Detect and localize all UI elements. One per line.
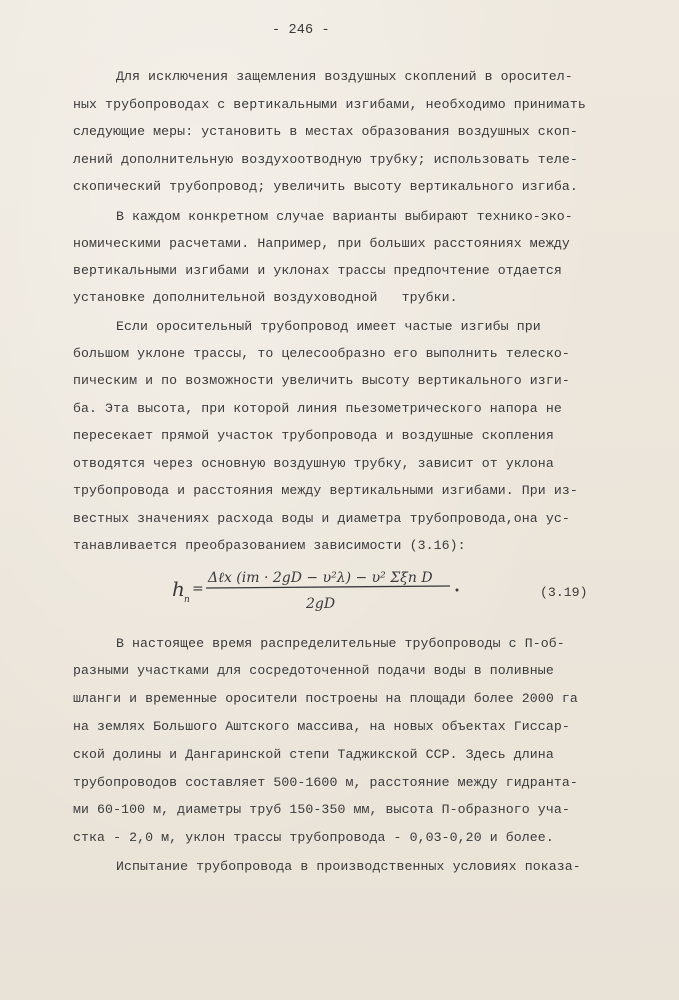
text-line: отводятся через основную воздушную трубку, зависит от уклона bbox=[73, 456, 554, 471]
formula-equals: = bbox=[192, 581, 204, 597]
formula-lhs: h bbox=[172, 577, 185, 601]
text-line: Испытание трубопровода в производственных условиях показа- bbox=[116, 859, 581, 874]
fraction-bar bbox=[206, 586, 450, 588]
text-line: ба. Эта высота, при которой линия пьезометрического напора не bbox=[73, 401, 562, 416]
text-line: В каждом конкретном случае варианты выбирают технико-эко- bbox=[116, 209, 573, 224]
formula-number: (3.19) bbox=[540, 585, 588, 600]
text-line: танавливается преобразованием зависимости (3.16): bbox=[73, 538, 466, 553]
text-line: ных трубопроводах с вертикальными изгибами, необходимо принимать bbox=[73, 97, 586, 112]
text-line: вестных значениях расхода воды и диаметра трубопровода,она ус- bbox=[73, 511, 570, 526]
text-line: стка - 2,0 м, уклон трассы трубопровода - 0,03-0,20 и более. bbox=[73, 830, 554, 845]
text-line: номическими расчетами. Например, при больших расстояниях между bbox=[73, 236, 570, 251]
text-line: пересекает прямой участок трубопровода и воздушные скопления bbox=[73, 428, 554, 443]
text-line: на землях Большого Аштского массива, на новых объектах Гиссар- bbox=[73, 719, 570, 734]
text-line: скопический трубопровод; увеличить высоту вертикального изгиба. bbox=[73, 179, 578, 194]
text-line: следующие меры: установить в местах образования воздушных скоп- bbox=[73, 124, 578, 139]
page-number: - 246 - bbox=[272, 23, 330, 38]
formula-numerator: Δℓx (iт · 2gD − υ²λ) − υ² Σξп D bbox=[208, 570, 433, 586]
text-line: установке дополнительной воздуховодной трубки. bbox=[73, 290, 458, 305]
text-line: лений дополнительную воздухоотводную трубку; использовать теле- bbox=[73, 152, 578, 167]
text-line: В настоящее время распределительные трубопроводы с П-об- bbox=[116, 636, 565, 651]
text-line: шланги и временные оросители построены на площади более 2000 га bbox=[73, 691, 578, 706]
text-line: пическим и по возможности увеличить высоту вертикального изги- bbox=[73, 373, 570, 388]
formula-period bbox=[456, 589, 459, 592]
text-line: большом уклоне трассы, то целесообразно его выполнить телеско- bbox=[73, 346, 570, 361]
formula-denominator: 2gD bbox=[306, 596, 336, 612]
text-line: вертикальными изгибами и уклонах трассы предпочтение отдается bbox=[73, 263, 562, 278]
formula-lhs-subscript: п bbox=[184, 595, 190, 605]
formula-3-19 bbox=[160, 560, 480, 620]
text-line: Для исключения защемления воздушных скоплений в оросител- bbox=[116, 69, 573, 84]
text-line: Если оросительный трубопровод имеет частые изгибы при bbox=[116, 319, 541, 334]
text-line: ской долины и Дангаринской степи Таджикской ССР. Здесь длина bbox=[73, 747, 554, 762]
text-line: трубопровода и расстояния между вертикальными изгибами. При из- bbox=[73, 483, 578, 498]
text-line: разными участками для сосредоточенной подачи воды в поливные bbox=[73, 663, 554, 678]
text-line: ми 60-100 м, диаметры труб 150-350 мм, высота П-образного уча- bbox=[73, 802, 570, 817]
text-line: трубопроводов составляет 500-1600 м, расстояние между гидранта- bbox=[73, 775, 578, 790]
